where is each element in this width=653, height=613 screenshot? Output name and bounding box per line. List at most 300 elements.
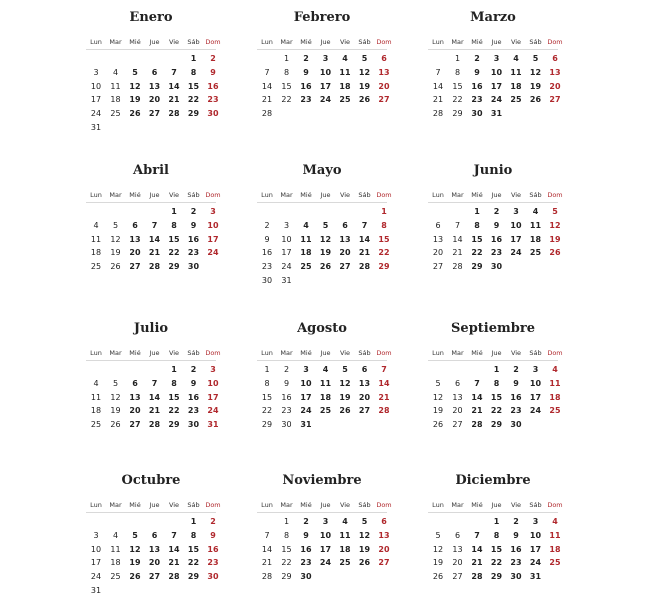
day-cell[interactable]: 20 <box>358 392 371 402</box>
day-cell[interactable]: 12 <box>432 544 444 554</box>
day-cell[interactable]: 15 <box>168 234 180 244</box>
day-cell[interactable]: 17 <box>90 95 102 105</box>
day-cell[interactable]: 3 <box>322 54 329 63</box>
day-cell[interactable]: 22 <box>187 95 200 105</box>
day-cell[interactable]: 5 <box>112 220 119 230</box>
day-cell[interactable]: 8 <box>171 378 177 388</box>
day-cell[interactable]: 8 <box>264 378 270 388</box>
day-cell[interactable]: 19 <box>110 248 121 258</box>
day-cell[interactable]: 12 <box>358 67 371 77</box>
day-cell[interactable]: 20 <box>452 558 463 568</box>
day-cell[interactable]: 3 <box>283 220 290 230</box>
day-cell[interactable]: 24 <box>207 248 219 258</box>
day-cell[interactable]: 29 <box>187 109 200 119</box>
day-cell[interactable]: 2 <box>303 517 309 526</box>
day-cell[interactable]: 15 <box>490 392 503 402</box>
day-cell[interactable]: 2 <box>513 517 519 526</box>
day-cell[interactable]: 26 <box>319 262 332 272</box>
day-cell[interactable]: 5 <box>532 54 539 63</box>
day-cell[interactable]: 13 <box>378 67 390 77</box>
day-cell[interactable]: 10 <box>529 378 542 388</box>
day-cell[interactable]: 28 <box>148 262 161 272</box>
day-cell[interactable]: 12 <box>129 544 141 554</box>
day-cell[interactable]: 1 <box>171 207 177 216</box>
day-cell[interactable]: 13 <box>378 530 390 540</box>
day-cell[interactable]: 25 <box>510 95 522 105</box>
day-cell[interactable]: 24 <box>319 558 332 568</box>
day-cell[interactable]: 9 <box>513 378 519 388</box>
day-cell[interactable]: 21 <box>148 248 161 258</box>
day-cell[interactable]: 7 <box>474 378 480 388</box>
day-cell[interactable]: 11 <box>510 67 522 77</box>
day-cell[interactable]: 3 <box>210 365 216 374</box>
day-cell[interactable]: 15 <box>187 81 200 91</box>
day-cell[interactable]: 12 <box>339 378 351 388</box>
day-cell[interactable]: 11 <box>300 234 312 244</box>
day-cell[interactable]: 27 <box>452 420 463 430</box>
day-cell[interactable]: 21 <box>261 558 273 568</box>
day-cell[interactable]: 13 <box>358 378 371 388</box>
day-cell[interactable]: 24 <box>90 572 102 582</box>
day-cell[interactable]: 24 <box>90 109 102 119</box>
day-cell[interactable]: 7 <box>435 67 441 77</box>
day-cell[interactable]: 14 <box>168 81 180 91</box>
day-cell[interactable]: 9 <box>513 530 519 540</box>
day-cell[interactable]: 10 <box>319 67 332 77</box>
day-cell[interactable]: 13 <box>452 544 463 554</box>
day-cell[interactable]: 15 <box>281 544 292 554</box>
day-cell[interactable]: 23 <box>207 558 219 568</box>
day-cell[interactable]: 13 <box>549 67 561 77</box>
day-cell[interactable]: 28 <box>168 572 180 582</box>
day-cell[interactable]: 27 <box>549 95 561 105</box>
day-cell[interactable]: 22 <box>261 406 273 416</box>
day-cell[interactable]: 7 <box>381 365 387 374</box>
day-cell[interactable]: 17 <box>529 392 542 402</box>
day-cell[interactable]: 13 <box>452 392 463 402</box>
day-cell[interactable]: 18 <box>110 558 121 568</box>
day-cell[interactable]: 18 <box>90 248 102 258</box>
day-cell[interactable]: 17 <box>319 544 332 554</box>
day-cell[interactable]: 27 <box>452 572 463 582</box>
day-cell[interactable]: 9 <box>190 378 197 388</box>
day-cell[interactable]: 21 <box>168 95 180 105</box>
day-cell[interactable]: 8 <box>283 530 290 540</box>
day-cell[interactable]: 10 <box>510 220 522 230</box>
day-cell[interactable]: 24 <box>281 262 292 272</box>
day-cell[interactable]: 31 <box>529 572 542 582</box>
day-cell[interactable]: 25 <box>549 406 561 416</box>
day-cell[interactable]: 3 <box>93 67 99 77</box>
day-cell[interactable]: 28 <box>471 420 483 430</box>
day-cell[interactable]: 28 <box>261 572 273 582</box>
day-cell[interactable]: 27 <box>378 558 390 568</box>
day-cell[interactable]: 9 <box>303 67 309 77</box>
day-cell[interactable]: 31 <box>207 420 219 430</box>
day-cell[interactable]: 22 <box>168 248 180 258</box>
day-cell[interactable]: 22 <box>471 248 483 258</box>
day-cell[interactable]: 22 <box>378 248 390 258</box>
day-cell[interactable]: 14 <box>148 392 161 402</box>
day-cell[interactable]: 5 <box>322 220 329 230</box>
day-cell[interactable]: 6 <box>132 378 138 388</box>
day-cell[interactable]: 17 <box>319 81 332 91</box>
day-cell[interactable]: 9 <box>283 378 290 388</box>
day-cell[interactable]: 21 <box>148 406 161 416</box>
day-cell[interactable]: 16 <box>471 81 483 91</box>
day-cell[interactable]: 20 <box>129 406 141 416</box>
day-cell[interactable]: 31 <box>281 276 292 285</box>
day-cell[interactable]: 12 <box>129 81 141 91</box>
day-cell[interactable]: 20 <box>549 81 561 91</box>
day-cell[interactable]: 19 <box>129 558 141 568</box>
day-cell[interactable]: 4 <box>112 67 119 77</box>
day-cell[interactable]: 19 <box>358 81 371 91</box>
day-cell[interactable]: 7 <box>264 67 270 77</box>
day-cell[interactable]: 23 <box>510 558 522 568</box>
day-cell[interactable]: 26 <box>432 572 444 582</box>
day-cell[interactable]: 25 <box>549 558 561 568</box>
day-cell[interactable]: 26 <box>529 95 542 105</box>
day-cell[interactable]: 26 <box>110 420 121 430</box>
day-cell[interactable]: 24 <box>300 406 312 416</box>
day-cell[interactable]: 10 <box>490 67 503 77</box>
day-cell[interactable]: 11 <box>339 67 351 77</box>
day-cell[interactable]: 4 <box>303 220 309 230</box>
day-cell[interactable]: 25 <box>529 248 542 258</box>
day-cell[interactable]: 25 <box>339 558 351 568</box>
day-cell[interactable]: 15 <box>490 544 503 554</box>
day-cell[interactable]: 27 <box>358 406 371 416</box>
day-cell[interactable]: 11 <box>549 530 561 540</box>
day-cell[interactable]: 10 <box>319 530 332 540</box>
day-cell[interactable]: 16 <box>187 392 200 402</box>
day-cell[interactable]: 24 <box>490 95 503 105</box>
day-cell[interactable]: 20 <box>148 558 161 568</box>
day-cell[interactable]: 12 <box>110 234 121 244</box>
day-cell[interactable]: 31 <box>90 123 102 132</box>
day-cell[interactable]: 5 <box>112 378 119 388</box>
day-cell[interactable]: 18 <box>339 81 351 91</box>
day-cell[interactable]: 4 <box>93 378 99 388</box>
day-cell[interactable]: 22 <box>168 406 180 416</box>
day-cell[interactable]: 30 <box>300 572 312 582</box>
day-cell[interactable]: 5 <box>132 67 138 77</box>
day-cell[interactable]: 26 <box>358 95 371 105</box>
day-cell[interactable]: 17 <box>281 248 292 258</box>
day-cell[interactable]: 22 <box>281 558 292 568</box>
day-cell[interactable]: 3 <box>532 517 539 526</box>
day-cell[interactable]: 28 <box>471 572 483 582</box>
day-cell[interactable]: 12 <box>529 67 542 77</box>
day-cell[interactable]: 23 <box>261 262 273 272</box>
day-cell[interactable]: 5 <box>435 378 441 388</box>
day-cell[interactable]: 3 <box>303 365 309 374</box>
day-cell[interactable]: 4 <box>532 207 539 216</box>
day-cell[interactable]: 30 <box>510 420 522 430</box>
day-cell[interactable]: 6 <box>454 530 461 540</box>
day-cell[interactable]: 16 <box>207 544 219 554</box>
day-cell[interactable]: 11 <box>319 378 332 388</box>
day-cell[interactable]: 19 <box>129 95 141 105</box>
day-cell[interactable]: 1 <box>283 54 290 63</box>
day-cell[interactable]: 5 <box>552 207 558 216</box>
day-cell[interactable]: 3 <box>532 365 539 374</box>
day-cell[interactable]: 6 <box>132 220 138 230</box>
day-cell[interactable]: 26 <box>358 558 371 568</box>
day-cell[interactable]: 21 <box>471 406 483 416</box>
day-cell[interactable]: 31 <box>90 586 102 595</box>
day-cell[interactable]: 14 <box>261 81 273 91</box>
day-cell[interactable]: 7 <box>171 530 177 540</box>
day-cell[interactable]: 2 <box>474 54 480 63</box>
day-cell[interactable]: 23 <box>300 558 312 568</box>
day-cell[interactable]: 4 <box>552 365 558 374</box>
day-cell[interactable]: 28 <box>148 420 161 430</box>
day-cell[interactable]: 14 <box>452 234 463 244</box>
day-cell[interactable]: 4 <box>112 530 119 540</box>
day-cell[interactable]: 11 <box>339 530 351 540</box>
day-cell[interactable]: 20 <box>129 248 141 258</box>
day-cell[interactable]: 11 <box>90 234 102 244</box>
day-cell[interactable]: 4 <box>342 54 348 63</box>
day-cell[interactable]: 13 <box>148 81 161 91</box>
day-cell[interactable]: 14 <box>358 234 371 244</box>
day-cell[interactable]: 19 <box>549 234 561 244</box>
day-cell[interactable]: 6 <box>381 54 387 63</box>
day-cell[interactable]: 31 <box>490 109 503 119</box>
day-cell[interactable]: 20 <box>378 81 390 91</box>
day-cell[interactable]: 23 <box>207 95 219 105</box>
day-cell[interactable]: 4 <box>342 517 348 526</box>
day-cell[interactable]: 10 <box>281 234 292 244</box>
day-cell[interactable]: 5 <box>361 54 368 63</box>
day-cell[interactable]: 2 <box>190 207 197 216</box>
day-cell[interactable]: 9 <box>264 234 270 244</box>
day-cell[interactable]: 13 <box>129 234 141 244</box>
day-cell[interactable]: 30 <box>207 572 219 582</box>
day-cell[interactable]: 26 <box>110 262 121 272</box>
day-cell[interactable]: 18 <box>300 248 312 258</box>
day-cell[interactable]: 11 <box>110 81 121 91</box>
day-cell[interactable]: 16 <box>261 248 273 258</box>
day-cell[interactable]: 16 <box>490 234 503 244</box>
day-cell[interactable]: 16 <box>510 392 522 402</box>
day-cell[interactable]: 22 <box>187 558 200 568</box>
day-cell[interactable]: 5 <box>342 365 348 374</box>
day-cell[interactable]: 8 <box>381 220 387 230</box>
day-cell[interactable]: 23 <box>187 248 200 258</box>
day-cell[interactable]: 29 <box>281 572 292 582</box>
day-cell[interactable]: 6 <box>454 378 461 388</box>
day-cell[interactable]: 2 <box>210 517 216 526</box>
day-cell[interactable]: 30 <box>490 262 503 272</box>
day-cell[interactable]: 25 <box>110 572 121 582</box>
day-cell[interactable]: 5 <box>361 517 368 526</box>
day-cell[interactable]: 16 <box>207 81 219 91</box>
day-cell[interactable]: 9 <box>474 67 480 77</box>
day-cell[interactable]: 1 <box>264 365 270 374</box>
day-cell[interactable]: 30 <box>187 262 200 272</box>
day-cell[interactable]: 3 <box>513 207 519 216</box>
day-cell[interactable]: 11 <box>549 378 561 388</box>
day-cell[interactable]: 23 <box>187 406 200 416</box>
day-cell[interactable]: 16 <box>300 544 312 554</box>
day-cell[interactable]: 18 <box>549 392 561 402</box>
day-cell[interactable]: 20 <box>339 248 351 258</box>
day-cell[interactable]: 29 <box>490 572 503 582</box>
day-cell[interactable]: 19 <box>110 406 121 416</box>
day-cell[interactable]: 8 <box>190 67 197 77</box>
day-cell[interactable]: 7 <box>264 530 270 540</box>
day-cell[interactable]: 27 <box>148 572 161 582</box>
day-cell[interactable]: 13 <box>129 392 141 402</box>
day-cell[interactable]: 31 <box>300 420 312 430</box>
day-cell[interactable]: 10 <box>207 378 219 388</box>
day-cell[interactable]: 17 <box>510 234 522 244</box>
day-cell[interactable]: 26 <box>129 109 141 119</box>
day-cell[interactable]: 10 <box>90 544 102 554</box>
day-cell[interactable]: 2 <box>190 365 197 374</box>
day-cell[interactable]: 4 <box>322 365 329 374</box>
day-cell[interactable]: 3 <box>210 207 216 216</box>
day-cell[interactable]: 22 <box>281 95 292 105</box>
day-cell[interactable]: 5 <box>435 530 441 540</box>
day-cell[interactable]: 2 <box>303 54 309 63</box>
day-cell[interactable]: 1 <box>381 207 387 216</box>
day-cell[interactable]: 17 <box>207 392 219 402</box>
day-cell[interactable]: 29 <box>168 262 180 272</box>
day-cell[interactable]: 19 <box>319 248 332 258</box>
day-cell[interactable]: 10 <box>207 220 219 230</box>
day-cell[interactable]: 24 <box>207 406 219 416</box>
day-cell[interactable]: 9 <box>190 220 197 230</box>
day-cell[interactable]: 8 <box>171 220 177 230</box>
day-cell[interactable]: 3 <box>493 54 500 63</box>
day-cell[interactable]: 20 <box>432 248 444 258</box>
day-cell[interactable]: 19 <box>529 81 542 91</box>
day-cell[interactable]: 27 <box>129 420 141 430</box>
day-cell[interactable]: 7 <box>151 220 158 230</box>
day-cell[interactable]: 16 <box>510 544 522 554</box>
day-cell[interactable]: 12 <box>432 392 444 402</box>
day-cell[interactable]: 23 <box>281 406 292 416</box>
day-cell[interactable]: 30 <box>510 572 522 582</box>
day-cell[interactable]: 24 <box>529 406 542 416</box>
day-cell[interactable]: 30 <box>207 109 219 119</box>
day-cell[interactable]: 25 <box>90 420 102 430</box>
day-cell[interactable]: 12 <box>358 530 371 540</box>
day-cell[interactable]: 18 <box>529 234 542 244</box>
day-cell[interactable]: 12 <box>319 234 332 244</box>
day-cell[interactable]: 3 <box>322 517 329 526</box>
day-cell[interactable]: 25 <box>110 109 121 119</box>
day-cell[interactable]: 18 <box>110 95 121 105</box>
day-cell[interactable]: 29 <box>261 420 273 430</box>
day-cell[interactable]: 15 <box>281 81 292 91</box>
day-cell[interactable]: 10 <box>529 530 542 540</box>
day-cell[interactable]: 8 <box>493 530 500 540</box>
day-cell[interactable]: 23 <box>471 95 483 105</box>
day-cell[interactable]: 15 <box>452 81 463 91</box>
day-cell[interactable]: 30 <box>281 420 292 430</box>
day-cell[interactable]: 18 <box>510 81 522 91</box>
day-cell[interactable]: 5 <box>132 530 138 540</box>
day-cell[interactable]: 4 <box>552 517 558 526</box>
day-cell[interactable]: 28 <box>432 109 444 119</box>
day-cell[interactable]: 24 <box>529 558 542 568</box>
day-cell[interactable]: 6 <box>361 365 368 374</box>
day-cell[interactable]: 9 <box>493 220 500 230</box>
day-cell[interactable]: 25 <box>300 262 312 272</box>
day-cell[interactable]: 19 <box>432 406 444 416</box>
day-cell[interactable]: 30 <box>261 276 273 285</box>
day-cell[interactable]: 17 <box>90 558 102 568</box>
day-cell[interactable]: 1 <box>493 365 500 374</box>
day-cell[interactable]: 14 <box>471 392 483 402</box>
day-cell[interactable]: 21 <box>261 95 273 105</box>
day-cell[interactable]: 24 <box>319 95 332 105</box>
day-cell[interactable]: 29 <box>490 420 503 430</box>
day-cell[interactable]: 21 <box>471 558 483 568</box>
day-cell[interactable]: 29 <box>168 420 180 430</box>
day-cell[interactable]: 28 <box>358 262 371 272</box>
day-cell[interactable]: 18 <box>319 392 332 402</box>
day-cell[interactable]: 13 <box>432 234 444 244</box>
day-cell[interactable]: 8 <box>283 67 290 77</box>
day-cell[interactable]: 21 <box>432 95 444 105</box>
day-cell[interactable]: 1 <box>283 517 290 526</box>
day-cell[interactable]: 6 <box>151 67 158 77</box>
day-cell[interactable]: 21 <box>358 248 371 258</box>
day-cell[interactable]: 1 <box>190 54 197 63</box>
day-cell[interactable]: 15 <box>187 544 200 554</box>
day-cell[interactable]: 29 <box>452 109 463 119</box>
day-cell[interactable]: 9 <box>210 530 216 540</box>
day-cell[interactable]: 7 <box>474 530 480 540</box>
day-cell[interactable]: 7 <box>151 378 158 388</box>
day-cell[interactable]: 12 <box>549 220 561 230</box>
day-cell[interactable]: 28 <box>378 406 390 416</box>
day-cell[interactable]: 1 <box>190 517 197 526</box>
day-cell[interactable]: 6 <box>342 220 348 230</box>
day-cell[interactable]: 19 <box>339 392 351 402</box>
day-cell[interactable]: 8 <box>474 220 480 230</box>
day-cell[interactable]: 11 <box>529 220 542 230</box>
day-cell[interactable]: 13 <box>339 234 351 244</box>
day-cell[interactable]: 28 <box>261 109 273 119</box>
day-cell[interactable]: 23 <box>510 406 522 416</box>
day-cell[interactable]: 18 <box>549 544 561 554</box>
day-cell[interactable]: 16 <box>300 81 312 91</box>
day-cell[interactable]: 16 <box>281 392 292 402</box>
day-cell[interactable]: 1 <box>493 517 500 526</box>
day-cell[interactable]: 3 <box>93 530 99 540</box>
day-cell[interactable]: 1 <box>474 207 480 216</box>
day-cell[interactable]: 26 <box>549 248 561 258</box>
day-cell[interactable]: 25 <box>339 95 351 105</box>
day-cell[interactable]: 2 <box>283 365 290 374</box>
day-cell[interactable]: 14 <box>471 544 483 554</box>
day-cell[interactable]: 29 <box>471 262 483 272</box>
day-cell[interactable]: 30 <box>187 420 200 430</box>
day-cell[interactable]: 29 <box>378 262 390 272</box>
day-cell[interactable]: 15 <box>261 392 273 402</box>
day-cell[interactable]: 21 <box>168 558 180 568</box>
day-cell[interactable]: 15 <box>471 234 483 244</box>
day-cell[interactable]: 26 <box>432 420 444 430</box>
day-cell[interactable]: 6 <box>552 54 558 63</box>
